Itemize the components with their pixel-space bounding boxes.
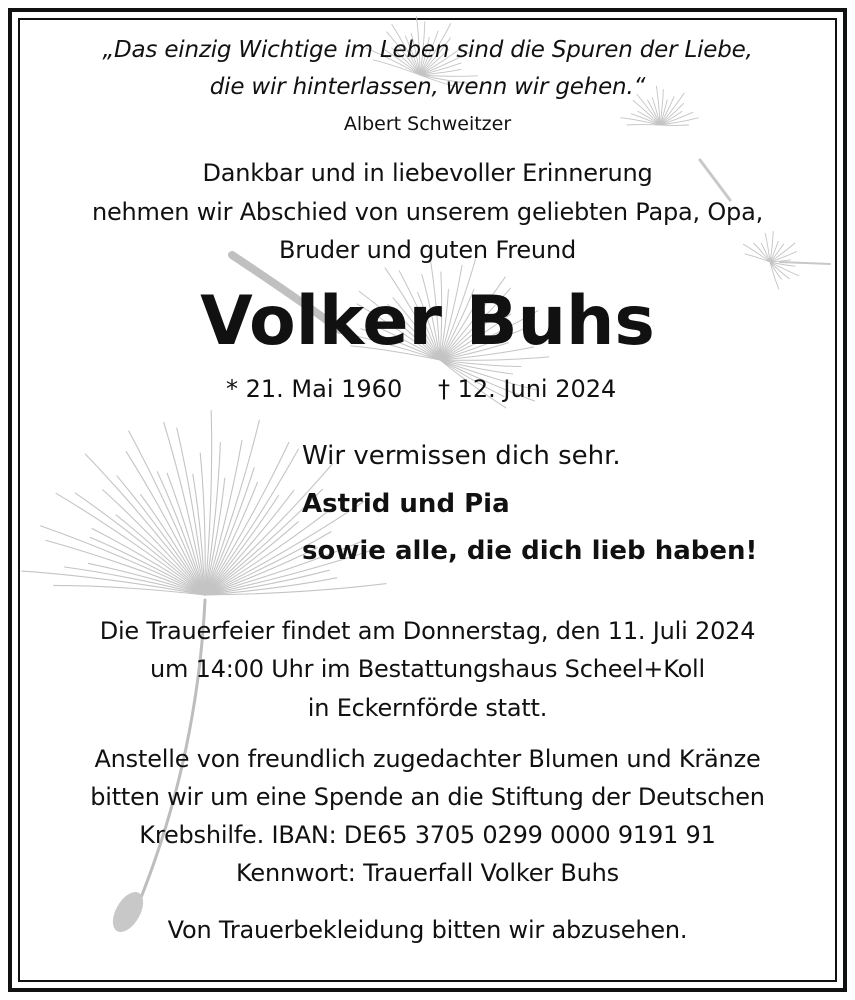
donation-line-4: Kennwort: Trauerfall Volker Buhs: [236, 859, 619, 887]
birth-date: * 21. Mai 1960: [226, 375, 403, 403]
intro-line-1: Dankbar und in liebevoller Erinnerung: [202, 159, 653, 187]
donation-line-1: Anstelle von freundlich zugedachter Blumen und Kränze: [94, 745, 761, 773]
deceased-name: Volker Buhs: [200, 282, 655, 361]
closing-note: Von Trauerbekleidung bitten wir abzusehen.: [167, 916, 688, 944]
donation-line-2: bitten wir um eine Spende an die Stiftung der Deutschen: [90, 783, 765, 811]
intro-line-3: Bruder und guten Freund: [278, 236, 576, 264]
death-date: † 12. Juni 2024: [438, 375, 617, 403]
signature-line-1: Astrid und Pia: [302, 489, 510, 519]
quote-author: Albert Schweitzer: [343, 113, 512, 135]
funeral-line-2: um 14:00 Uhr im Bestattungshaus Scheel+Koll: [150, 655, 705, 683]
miss-message: Wir vermissen dich sehr.: [302, 441, 621, 471]
quote-line-1: „Das einzig Wichtige im Leben sind die Spuren der Liebe,: [102, 37, 753, 63]
funeral-line-3: in Eckernförde statt.: [307, 694, 548, 722]
funeral-line-1: Die Trauerfeier findet am Donnerstag, den 11. Juli 2024: [99, 617, 756, 645]
intro-line-2: nehmen wir Abschied von unserem geliebten Papa, Opa,: [91, 198, 764, 226]
signature-line-2: sowie alle, die dich lieb haben!: [302, 536, 758, 566]
quote-line-2: die wir hinterlassen, wenn wir gehen.“: [209, 74, 646, 100]
donation-line-3: Krebshilfe. IBAN: DE65 3705 0299 0000 9191 91: [139, 821, 716, 849]
